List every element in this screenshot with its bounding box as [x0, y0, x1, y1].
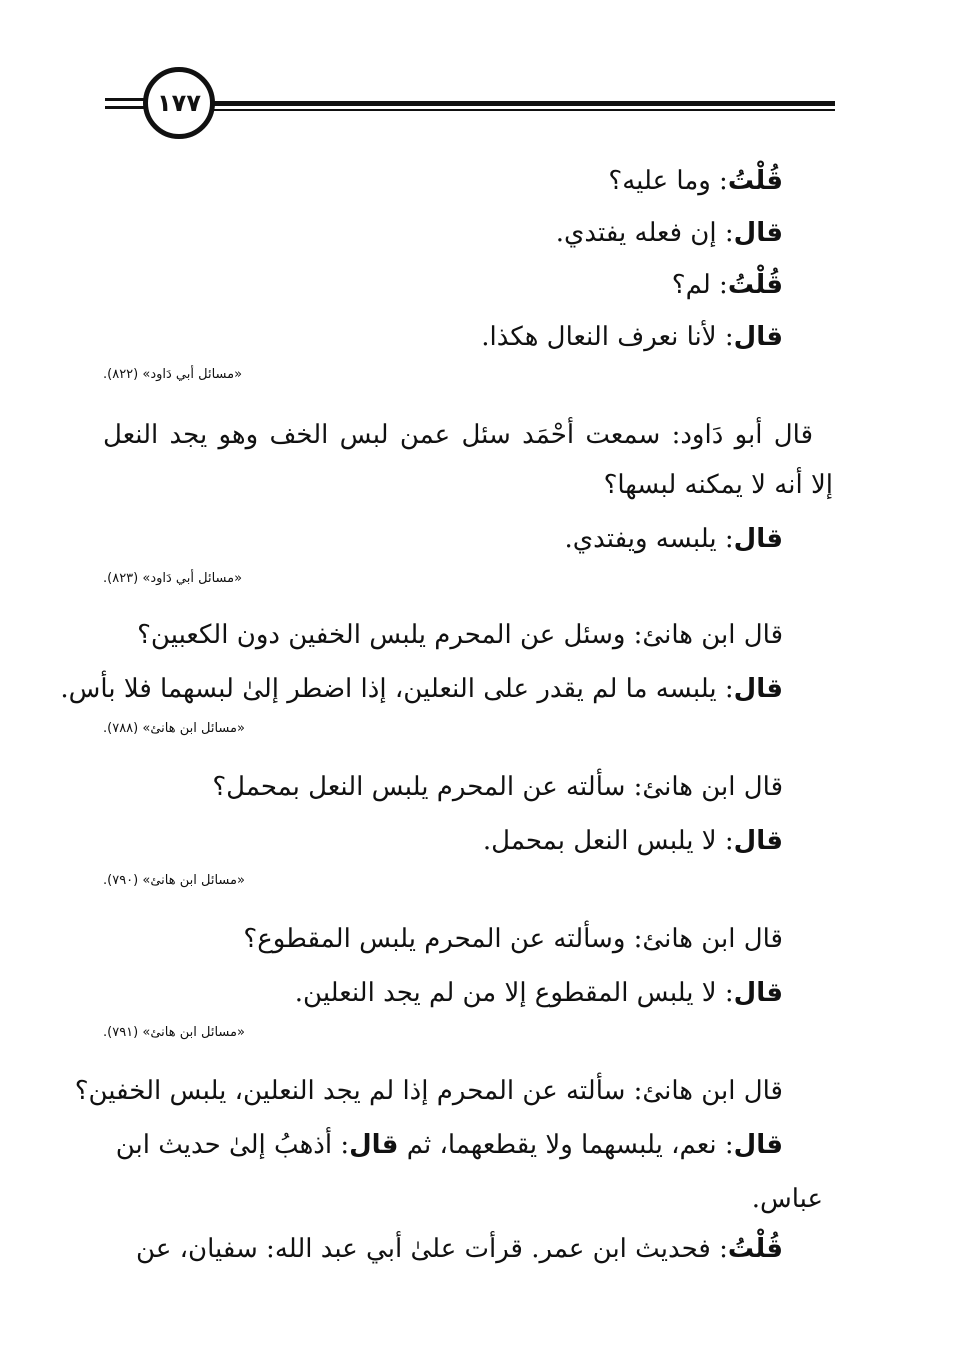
header-rule [105, 98, 145, 101]
line-text: : يلبسه ما لم يقدر على النعلين، إذا اضطر إلىٰ لبسهما فلا بأس. [60, 674, 734, 704]
header-rule-thin [210, 109, 835, 111]
source-reference: «مسائل ابن هانئ» (٧٨٨). [103, 721, 245, 736]
text-line: إلا أنه لا يمكنه لبسها؟ [603, 470, 833, 500]
page-number: ١٧٧ [157, 89, 201, 117]
speaker-label: قال [733, 674, 783, 704]
text-line [103, 1128, 783, 1162]
source-reference: «مسائل ابن هانئ» (٧٩٠). [103, 873, 245, 888]
speaker-label: قال [733, 524, 783, 554]
speaker-label: قال [733, 218, 783, 248]
speaker-label: قُلْتُ [727, 166, 783, 196]
text-line [556, 216, 783, 250]
page-header [105, 62, 835, 142]
line-text: : لا يلبس المقطوع إلا من لم يجد النعلين. [294, 978, 734, 1008]
speaker-label: قال [349, 1130, 399, 1160]
text-line [672, 268, 783, 302]
line-text: : إن فعله يفتدي. [555, 218, 734, 248]
line-text: : لأنا نعرف النعال هكذا. [481, 322, 734, 352]
text-line [60, 672, 783, 706]
header-rule-thick [210, 101, 835, 106]
text-line: قال ابن هانئ: وسألته عن المحرم يلبس المقطوع؟ [243, 924, 783, 954]
speaker-label: قال [733, 322, 783, 352]
speaker-label: قال [733, 826, 783, 856]
line-text: : فحديث ابن عمر. قرأت علىٰ أبي عبد الله: سفيان، عن [136, 1234, 728, 1264]
header-rule [105, 106, 145, 109]
speaker-label: قُلْتُ [727, 1234, 783, 1264]
text-line: قال ابن هانئ: وسئل عن المحرم يلبس الخفين دون الكعبين؟ [137, 620, 783, 650]
line-text: : لا يلبس النعل بمحمل. [482, 826, 734, 856]
page-number-circle [143, 67, 215, 139]
line-text: : نعم، يلبسهما ولا يقطعهما، ثم [406, 1130, 734, 1160]
speaker-label: قال [733, 1130, 783, 1160]
text-line: عباس. [751, 1184, 823, 1214]
text-line [564, 522, 783, 556]
text-line: قال ابن هانئ: سألته عن المحرم يلبس النعل بمحمل؟ [212, 772, 783, 802]
text-line: قال ابن هانئ: سألته عن المحرم إذا لم يجد النعلين، يلبس الخفين؟ [74, 1076, 783, 1106]
line-text: : لم؟ [671, 270, 728, 300]
speaker-label: قال [733, 978, 783, 1008]
line-text: : يلبسه ويفتدي. [564, 524, 734, 554]
source-reference: «مسائل أبي دَاود» (٨٢٣). [103, 571, 243, 586]
text-line [136, 1232, 783, 1266]
text-line [483, 824, 783, 858]
source-reference: «مسائل ابن هانئ» (٧٩١). [103, 1025, 245, 1040]
line-text: : أذهبُ إلىٰ حديث ابن [115, 1130, 350, 1160]
text-line [608, 164, 783, 198]
speaker-label: قُلْتُ [727, 270, 783, 300]
text-line [295, 976, 783, 1010]
text-line [481, 320, 783, 354]
source-reference: «مسائل أبي دَاود» (٨٢٢). [103, 367, 243, 382]
line-text: : وما عليه؟ [608, 166, 728, 196]
text-line: قال أبو دَاود: سمعت أحْمَد سئل عمن لبس الخف وهو يجد النعل [103, 420, 814, 450]
